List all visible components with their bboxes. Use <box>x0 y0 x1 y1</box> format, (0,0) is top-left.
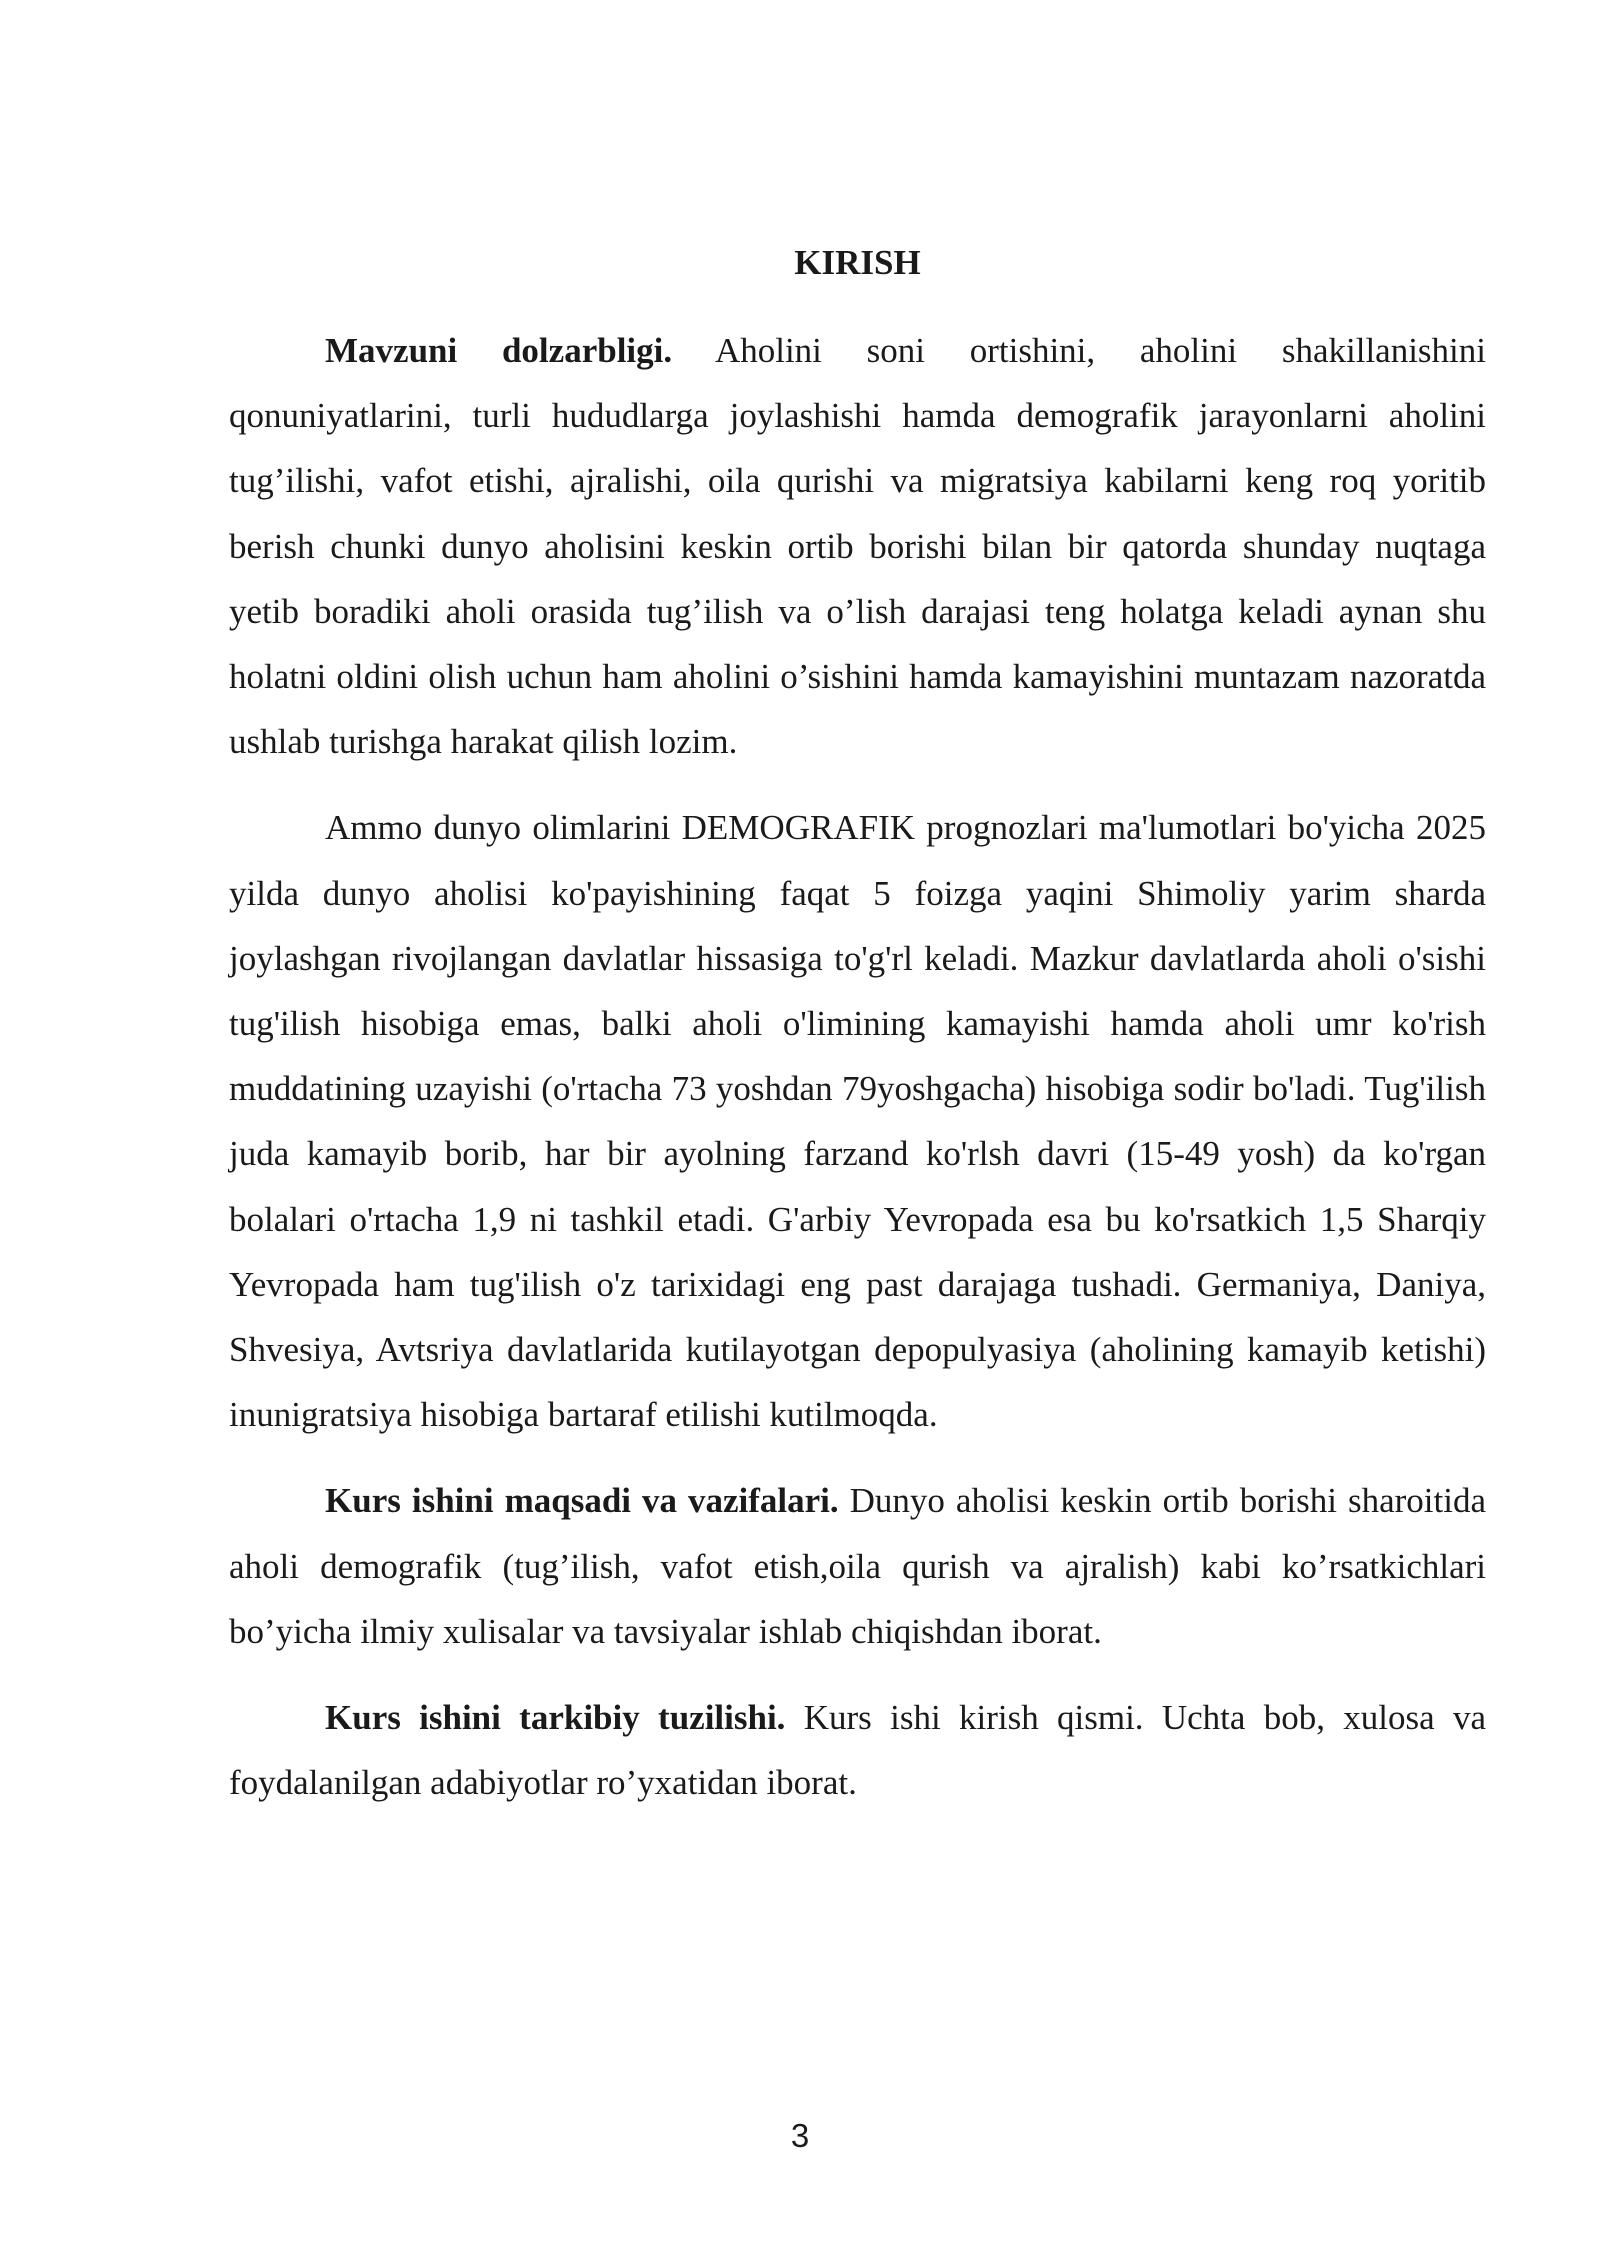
paragraph-text: Dunyo aholisi keskin ortib borishi sharoitida aholi demografik (tug’ilish, vafot etish,oila qurish va ajralish) kabi ko’rsatkichlari bo’yicha ilmiy xulisalar va tavsiyalar ishlab chiqishdan iborat. <box>229 1481 1486 1651</box>
paragraph-heading: Kurs ishini maqsadi va vazifalari. <box>325 1481 839 1521</box>
page-title: KIRISH <box>794 243 921 282</box>
paragraph-goals <box>229 1468 1486 1664</box>
paragraph-demographic-forecast <box>229 795 1486 1447</box>
paragraph-structure <box>229 1685 1486 1815</box>
paragraph-text: Aholini soni ortishini, aholini shakillanishini qonuniyatlarini, turli hududlarga joylashishi hamda demografik jarayonlarni aholini tug’ilishi, vafot etishi, ajralishi, oila qurishi va migratsiya kabilarni keng roq yoritib berish chunki dunyo aholisini keskin ortib borishi bilan bir qatorda shunday nuqtaga yetib boradiki aholi orasida tug’ilish va o’lish darajasi teng holatga keladi aynan shu holatni oldini olish uchun ham aholini o’sishini hamda kamayishini muntazam nazoratda ushlab turishga harakat qilish lozim. <box>229 331 1486 762</box>
page-number: 3 <box>790 2117 810 2154</box>
paragraph-relevance <box>229 318 1486 774</box>
paragraph-text: Ammo dunyo olimlarini DEMOGRAFIK prognozlari ma'lumotlari bo'yicha 2025 yilda dunyo aholisi ko'payishining faqat 5 foizga yaqini Shimoliy yarim sharda joylashgan rivojlangan davlatlar hissasiga to'g'rl keladi. Mazkur davlatlarda aholi o'sishi tug'ilish hisobiga emas, balki aholi o'limining kamayishi hamda aholi umr ko'rish muddatining uzayishi (o'rtacha 73 yoshdan 79yoshgacha) hisobiga sodir bo'ladi. Tug'ilish juda kamayib borib, har bir ayolning farzand ko'rlsh davri (15-49 yosh) da ko'rgan bolalari o'rtacha 1,9 ni tashkil etadi. G'arbiy Yevropada esa bu ko'rsatkich 1,5 Sharqiy Yevropada ham tug'ilish o'z tarixidagi eng past darajaga tushadi. Germaniya, Daniya, Shvesiya, Avtsriya davlatlarida kutilayotgan depopulyasiya (aholining kamayib ketishi) inunigratsiya hisobiga bartaraf etilishi kutilmoqda. <box>229 808 1486 1435</box>
paragraph-text: Kurs ishi kirish qismi. Uchta bob, xulosa va foydalanilgan adabiyotlar ro’yxatidan iborat. <box>229 1698 1486 1803</box>
paragraph-heading: Kurs ishini tarkibiy tuzilishi. <box>325 1698 786 1738</box>
page-content <box>229 236 1486 1836</box>
paragraph-heading: Mavzuni dolzarbligi. <box>325 331 673 370</box>
